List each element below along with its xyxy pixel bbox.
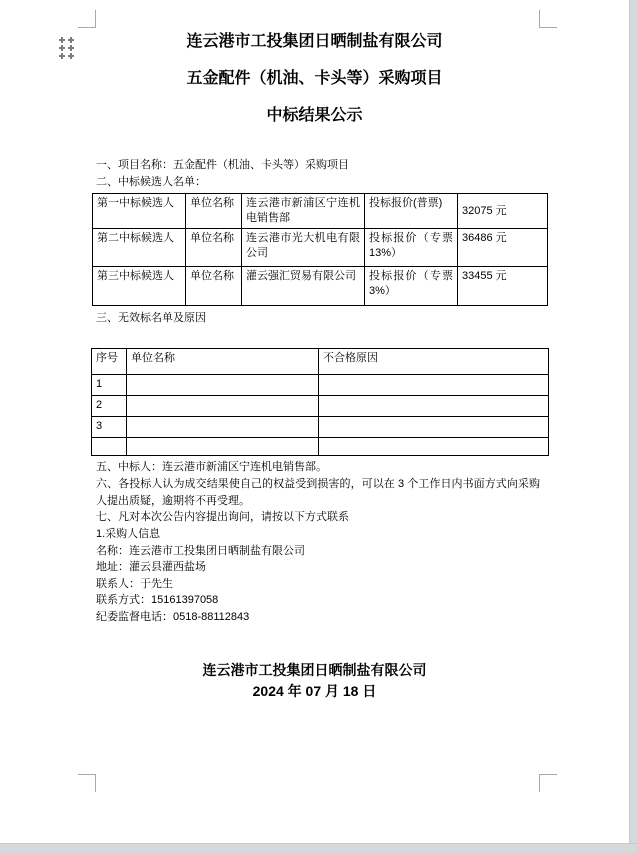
section-inquiry-notice: 七、凡对本次公告内容提出询问，请按以下方式联系 bbox=[96, 511, 349, 523]
table-row bbox=[92, 417, 549, 438]
org-label-cell: 单位名称 bbox=[186, 229, 242, 267]
company-cell: 灌云强汇贸易有限公司 bbox=[242, 267, 365, 306]
signature-date: 2024 年 07 月 18 日 bbox=[252, 683, 377, 699]
document-title-project: 五金配件（机油、卡头等）采购项目 bbox=[186, 70, 443, 87]
contact-phone: 联系方式：15161397058 bbox=[96, 594, 219, 607]
empty-cell bbox=[319, 396, 549, 417]
empty-cell bbox=[319, 375, 549, 396]
empty-cell bbox=[127, 417, 319, 438]
crop-mark-bottom-right-icon bbox=[539, 774, 557, 792]
page-edge-bottom bbox=[0, 843, 637, 853]
price-label-cell: 投标报价(普票) bbox=[365, 194, 458, 229]
empty-cell bbox=[127, 396, 319, 417]
crop-mark-top-right-icon bbox=[539, 10, 557, 28]
table-row bbox=[93, 194, 548, 229]
section-objection-notice: 六、各投标人认为成交结果使自己的权益受到损害的，可以在 3 个工作日内书面方式向采购人提出质疑，逾期将不再受理。 bbox=[96, 478, 540, 507]
invalid-bids-table bbox=[91, 348, 549, 456]
price-cell: 32075 元 bbox=[458, 194, 548, 229]
company-cell: 连云港市光大机电有限公司 bbox=[242, 229, 365, 267]
section-project-name: 一、项目名称：五金配件（机油、卡头等）采购项目 bbox=[96, 159, 349, 171]
page-edge-right bbox=[629, 0, 637, 853]
header-seq: 序号 bbox=[92, 349, 127, 375]
table-row bbox=[93, 229, 548, 267]
candidate-rank-cell: 第二中标候选人 bbox=[93, 229, 186, 267]
table-row bbox=[92, 375, 549, 396]
contact-supervision-phone: 纪委监督电话：0518-88112843 bbox=[96, 610, 250, 623]
header-company: 单位名称 bbox=[127, 349, 319, 375]
crop-mark-bottom-left-icon bbox=[78, 774, 96, 792]
empty-cell bbox=[92, 438, 127, 456]
handle-dot-icon bbox=[68, 53, 74, 59]
org-label-cell: 单位名称 bbox=[186, 267, 242, 306]
seq-cell: 1 bbox=[92, 375, 127, 396]
empty-cell bbox=[319, 417, 549, 438]
candidates-table bbox=[92, 193, 548, 306]
header-reason: 不合格原因 bbox=[319, 349, 549, 375]
section-candidate-list-heading: 二、中标候选人名单： bbox=[96, 176, 206, 188]
org-label-cell: 单位名称 bbox=[186, 194, 242, 229]
document-title-announcement: 中标结果公示 bbox=[266, 107, 363, 124]
table-row bbox=[92, 438, 549, 456]
contact-name: 名称：连云港市工投集团日晒制盐有限公司 bbox=[96, 544, 305, 557]
handle-dot-icon bbox=[59, 53, 65, 59]
section-invalid-bids-heading: 三、无效标名单及原因 bbox=[96, 312, 206, 324]
purchaser-contact-block bbox=[96, 526, 305, 626]
contact-heading: 1.采购人信息 bbox=[96, 528, 161, 540]
contact-person: 联系人：于先生 bbox=[96, 577, 173, 590]
table-row bbox=[93, 267, 548, 306]
table-header-row bbox=[92, 349, 549, 375]
price-label-cell: 投标报价（专票3%） bbox=[365, 267, 458, 306]
price-label-cell: 投标报价（专票13%） bbox=[365, 229, 458, 267]
empty-cell bbox=[127, 375, 319, 396]
crop-mark-top-left-icon bbox=[78, 10, 96, 28]
seq-cell: 3 bbox=[92, 417, 127, 438]
price-cell: 33455 元 bbox=[458, 267, 548, 306]
empty-cell bbox=[319, 438, 549, 456]
document-title-company: 连云港市工投集团日晒制盐有限公司 bbox=[186, 33, 443, 50]
signature-company: 连云港市工投集团日晒制盐有限公司 bbox=[202, 662, 427, 678]
candidate-rank-cell: 第三中标候选人 bbox=[93, 267, 186, 306]
candidate-rank-cell: 第一中标候选人 bbox=[93, 194, 186, 229]
table-row bbox=[92, 396, 549, 417]
company-cell: 连云港市新浦区宁连机电销售部 bbox=[242, 194, 365, 229]
price-cell: 36486 元 bbox=[458, 229, 548, 267]
contact-address: 地址：灌云县灌西盐场 bbox=[96, 561, 206, 574]
empty-cell bbox=[127, 438, 319, 456]
seq-cell: 2 bbox=[92, 396, 127, 417]
section-winner: 五、中标人：连云港市新浦区宁连机电销售部。 bbox=[96, 461, 327, 473]
